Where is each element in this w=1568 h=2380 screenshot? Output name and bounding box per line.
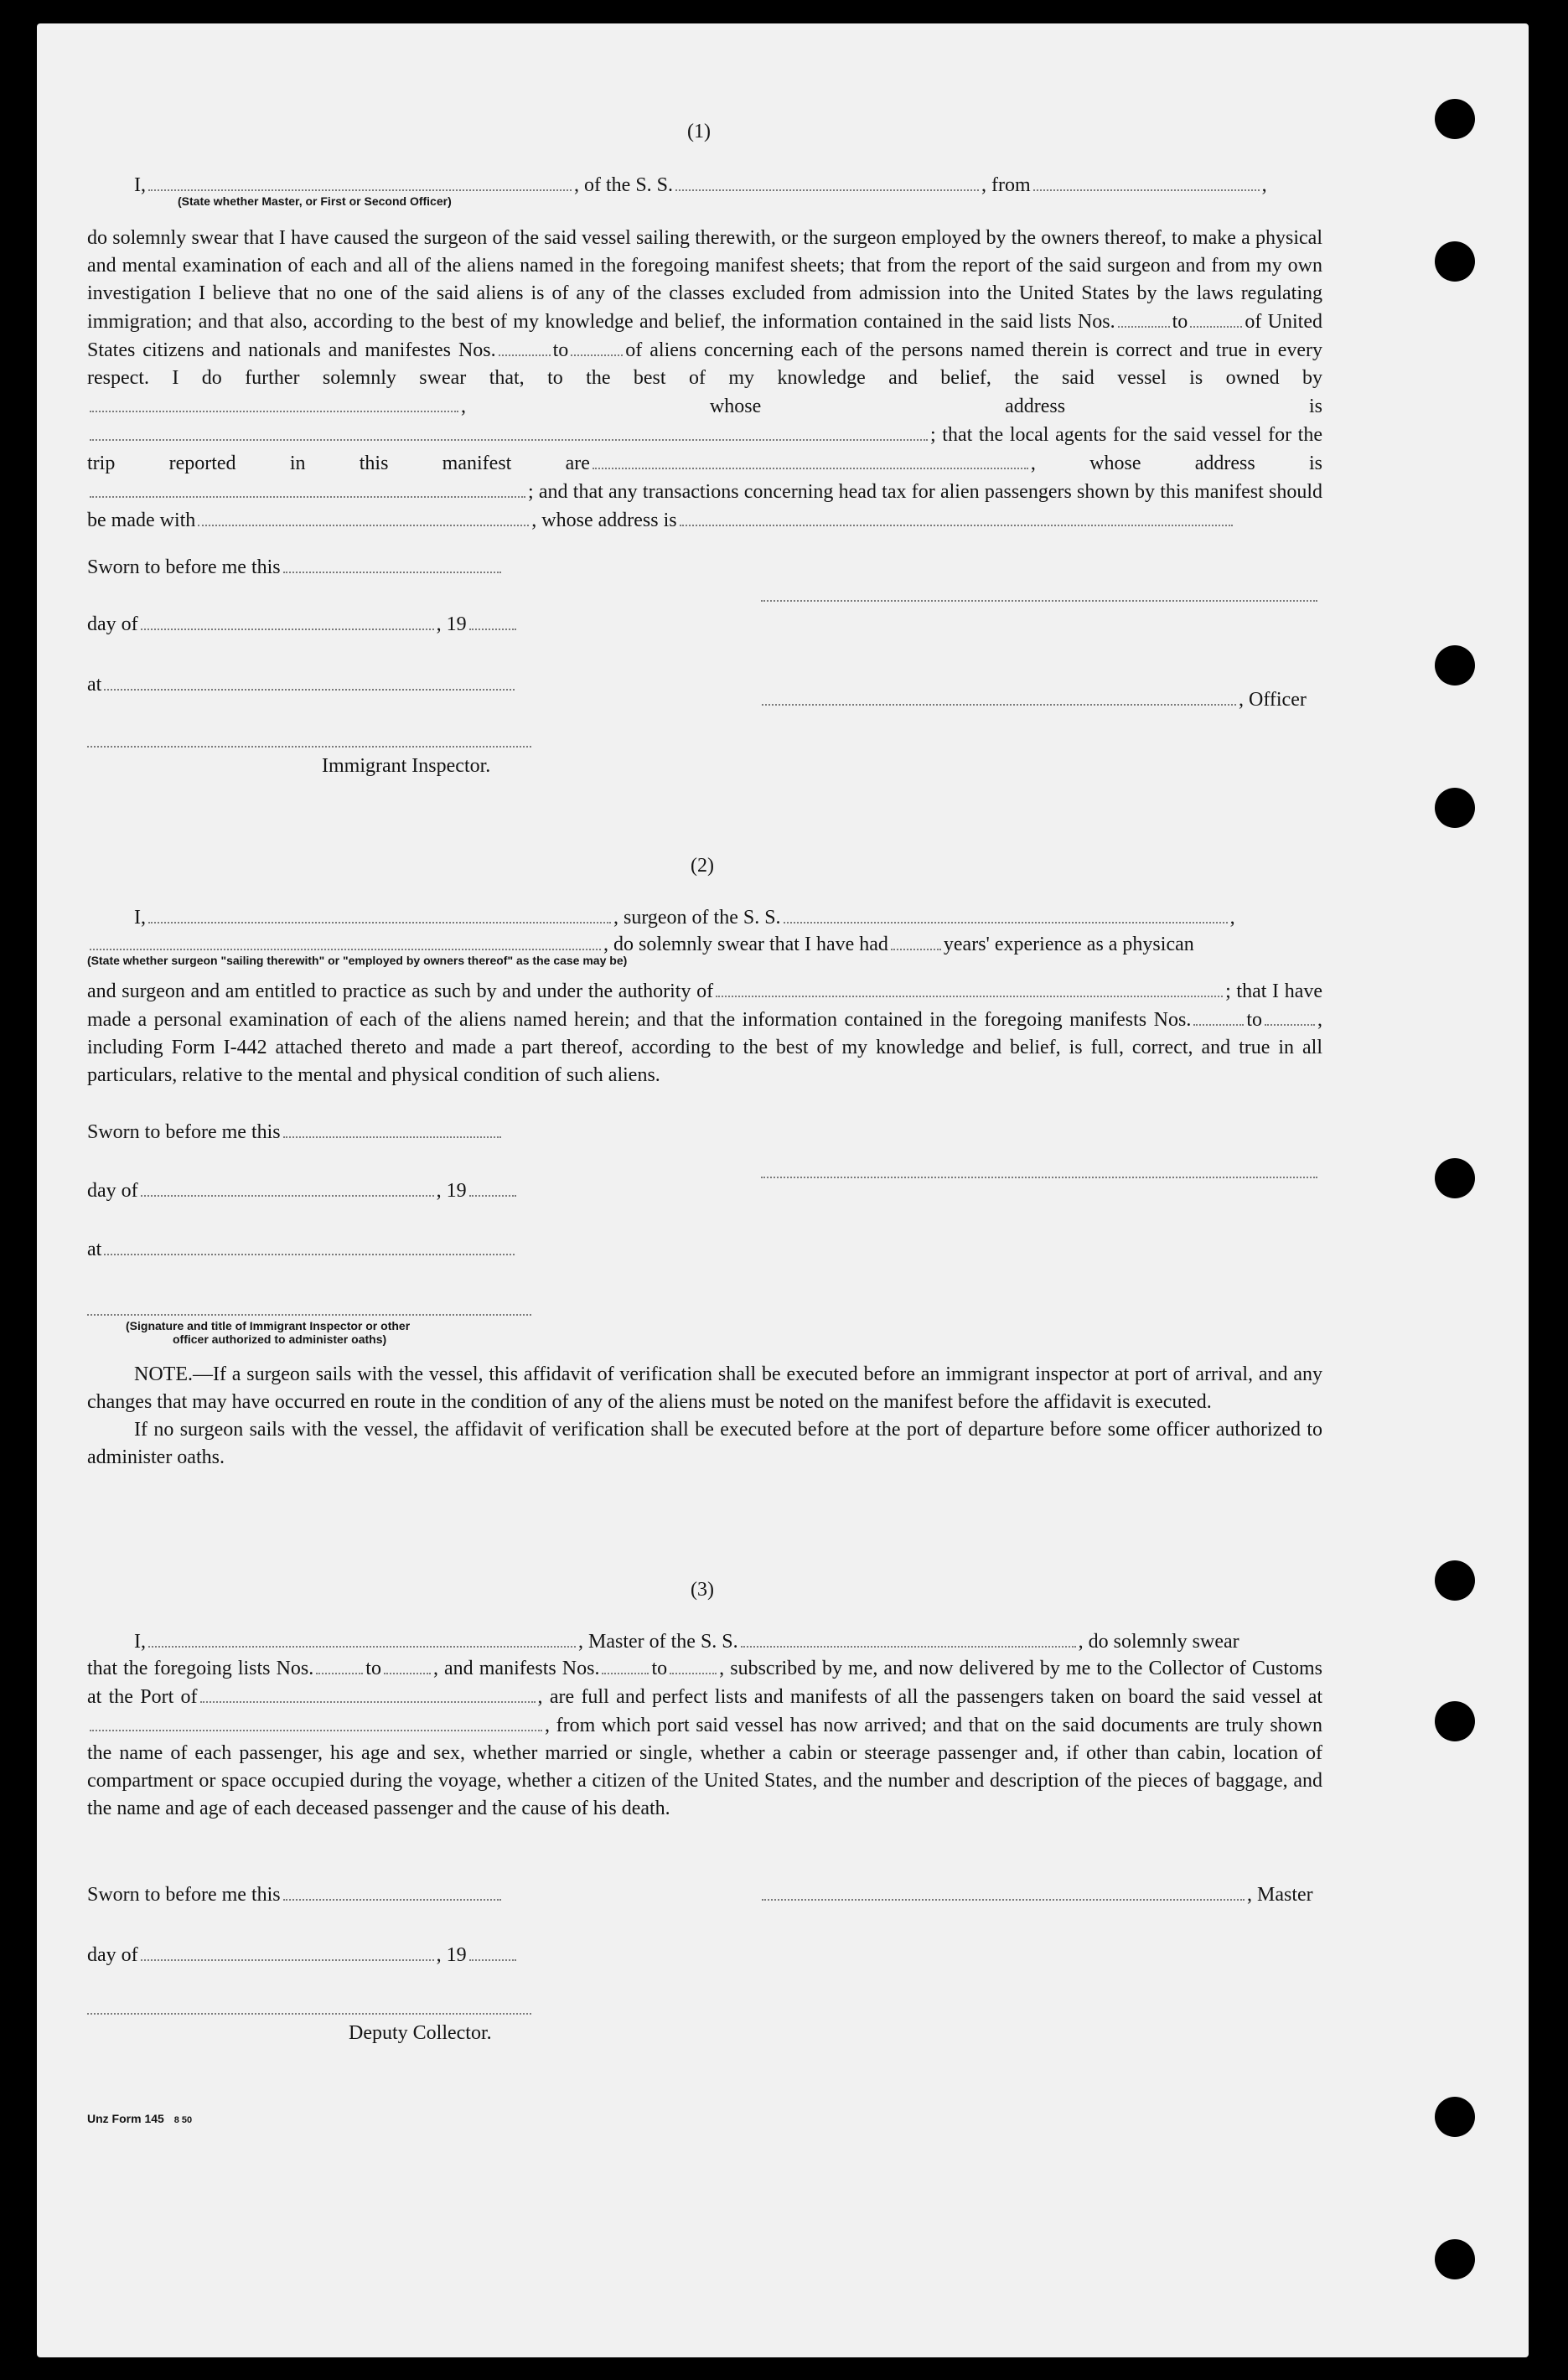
s1-inspector-label: Immigrant Inspector.: [322, 755, 491, 777]
citizen-list-from-field[interactable]: [1118, 308, 1170, 328]
s2-years: years' experience as a physican: [943, 934, 1194, 955]
s2-sworn-date-field[interactable]: [283, 1118, 501, 1138]
s2-to: to: [1246, 1009, 1262, 1031]
s2-at-label: at: [87, 1239, 102, 1260]
s3-master-label: , Master: [1247, 1884, 1313, 1906]
s1-officer-line: [759, 686, 1307, 711]
s3-day-line: [87, 1941, 519, 1967]
s1-body-h: , whose address is: [531, 510, 677, 531]
s3-body-a: that the foregoing lists Nos.: [87, 1658, 314, 1679]
s1-at-line: [87, 670, 517, 696]
surgeon-name-field[interactable]: [148, 903, 611, 924]
s3-intro-line: [134, 1627, 1239, 1653]
s3-sworn-line: [87, 1881, 504, 1907]
punch-hole-7: [1435, 1701, 1475, 1741]
s1-day-label: day of: [87, 613, 138, 635]
s2-years-field[interactable]: [891, 930, 941, 950]
intro-of-ss: , of the S. S.: [574, 174, 674, 196]
s3-lists-from-field[interactable]: [316, 1654, 363, 1674]
master-name-field[interactable]: [148, 1627, 576, 1648]
s3-and-manifests: , and manifests Nos.: [432, 1658, 600, 1679]
s3-day-field[interactable]: [141, 1941, 434, 1961]
section-3-body: [87, 1654, 1322, 1823]
s2-comma: ,: [1229, 907, 1235, 929]
owner-field[interactable]: [90, 392, 458, 412]
s2-intro-line: [134, 903, 1235, 929]
s2-swear-line: [87, 930, 1194, 956]
s2-surgeon-of: , surgeon of the S. S.: [613, 907, 781, 929]
s3-full-lists: , are full and perfect lists and manifests of all the passengers: [537, 1686, 1044, 1708]
agents-address-field[interactable]: [90, 478, 525, 498]
head-tax-address-field[interactable]: [680, 506, 1233, 526]
s2-sworn-line: [87, 1118, 504, 1144]
punch-hole-6: [1435, 1560, 1475, 1601]
officer-name-field[interactable]: [148, 171, 572, 191]
s3-deputy-signature-line[interactable]: [87, 2013, 531, 2015]
s3-collector: Collector of Customs at the Port of: [87, 1658, 1323, 1708]
agents-field[interactable]: [593, 449, 1028, 469]
s3-i: I,: [134, 1631, 146, 1653]
s2-sig-note-2: officer authorized to administer oaths): [173, 1332, 387, 1346]
note-paragraph-1: NOTE.—If a surgeon sails with the vessel, this affidavit of verification shall be executed before an immigrant inspector at port of arrival, and any changes that may have occurred en route in the condition of any of the aliens must be noted on the manifest before the affidavit is executed.: [87, 1363, 1322, 1413]
s2-day-line: [87, 1177, 519, 1203]
s3-year-field[interactable]: [469, 1941, 516, 1961]
s1-sworn-line: [87, 553, 504, 579]
s2-day-field[interactable]: [141, 1177, 434, 1197]
s1-sworn-label: Sworn to before me this: [87, 556, 281, 578]
officer-rank-note: (State whether Master, or First or Second Officer): [178, 194, 452, 208]
vessel-name-field[interactable]: [675, 171, 979, 191]
s1-at-field[interactable]: [104, 670, 515, 691]
s1-officer-signature-line[interactable]: [761, 600, 1317, 602]
form-code: 8 50: [173, 2115, 193, 2125]
punch-hole-4: [1435, 788, 1475, 828]
section-1-intro-line: [134, 171, 1267, 197]
punch-hole-9: [1435, 2239, 1475, 2279]
form-id: Unz Form 145: [87, 2112, 164, 2125]
s3-master-line: [759, 1881, 1313, 1907]
s1-body-e: ; that the local agents for the said vessel for the trip reported in this manifest are: [87, 424, 1322, 474]
s2-authority-field[interactable]: [716, 977, 1223, 997]
s2-sig-note-1: (Signature and title of Immigrant Inspector or other: [126, 1319, 411, 1332]
s3-day-label: day of: [87, 1944, 138, 1966]
s3-to2: to: [651, 1658, 668, 1679]
s3-subscribed: , subscribed by me, and now delivered by me to the: [719, 1658, 1143, 1679]
s1-body-f: , whose address is: [1030, 453, 1322, 474]
s1-year-field[interactable]: [469, 610, 516, 630]
s1-day-field[interactable]: [141, 610, 434, 630]
s1-sworn-date-field[interactable]: [283, 553, 501, 573]
section-2-body: [87, 977, 1322, 1089]
s1-at-label: at: [87, 674, 102, 696]
s1-officer-field[interactable]: [762, 686, 1236, 706]
s3-port-field[interactable]: [200, 1683, 536, 1703]
s2-i: I,: [134, 907, 146, 929]
s2-day-label: day of: [87, 1180, 138, 1202]
intro-from: , from: [981, 174, 1031, 196]
s1-body-b: of United States citizens and nationals and manifestes Nos.: [87, 311, 1323, 361]
s3-year-label: , 19: [436, 1944, 467, 1966]
note-paragraph-2: If no surgeon sails with the vessel, the affidavit of verification shall be executed before at the port of departure before some officer authorized to administer oaths.: [87, 1419, 1322, 1468]
s3-from-port: , from which port said vessel has now arrived; and: [545, 1715, 963, 1736]
s3-lists-to-field[interactable]: [384, 1654, 431, 1674]
section-1-number: (1): [687, 121, 711, 142]
s2-body-c: , including Form I-442 attached thereto and made a part thereof, according to the best of my knowledge and belief, is full, correct, and true in all particulars, relative to the mental and physical condition of such aliens.: [87, 1009, 1322, 1086]
punch-hole-8: [1435, 2097, 1475, 2137]
head-tax-field[interactable]: [198, 506, 529, 526]
s1-day-line: [87, 610, 519, 636]
section-2-number: (2): [691, 855, 714, 877]
from-port-field[interactable]: [1033, 171, 1260, 191]
s2-surgeon-signature-line[interactable]: [761, 1177, 1317, 1178]
s2-body-a: and surgeon and am entitled to practice as such by and under the authority of: [87, 980, 714, 1002]
s1-body-c: of aliens concerning each of the persons named therein is correct and true in every respect. I do further solemnly swear that, to the best of my knowledge and belief, the said vessel is owned by: [87, 339, 1322, 389]
s1-officer-label: , Officer: [1239, 689, 1307, 711]
form-number: [87, 2107, 192, 2132]
s3-body-b: that on the said documents are truly shown the name of each passenger, his age and sex, whether married or single, whether a cabin or steerage passenger and, if other than cabin, location of compartment or space occupied during the voyage, whether a citizen of the United States, and the number and description of the pieces of baggage, and the name and age of each deceased passenger and the cause of his death.: [87, 1715, 1323, 1819]
s2-sworn-label: Sworn to before me this: [87, 1121, 281, 1143]
citizen-list-to-field[interactable]: [1190, 308, 1242, 328]
s2-inspector-signature-line[interactable]: [87, 1314, 531, 1316]
s3-to1: to: [365, 1658, 381, 1679]
s3-taken: taken on board the said vessel at: [1050, 1686, 1323, 1708]
intro-i: I,: [134, 174, 146, 196]
punch-hole-3: [1435, 645, 1475, 686]
s3-deputy-label: Deputy Collector.: [349, 2022, 492, 2044]
owner-address-field[interactable]: [90, 421, 928, 441]
s3-vessel-field[interactable]: [741, 1627, 1076, 1648]
s1-body-d: , whose address is: [461, 396, 1322, 417]
s1-inspector-signature-line[interactable]: [87, 746, 531, 748]
s2-at-line: [87, 1235, 517, 1261]
s3-swear: , do solemnly swear: [1078, 1631, 1239, 1653]
punch-hole-1: [1435, 99, 1475, 139]
alien-list-to-field[interactable]: [571, 336, 623, 356]
section-3-number: (3): [691, 1579, 714, 1601]
s2-at-field[interactable]: [104, 1235, 515, 1255]
punch-hole-5: [1435, 1158, 1475, 1198]
punch-hole-2: [1435, 241, 1475, 282]
s3-manifests-to-field[interactable]: [670, 1654, 717, 1674]
alien-list-from-field[interactable]: [499, 336, 551, 356]
s1-body-to2: to: [552, 339, 569, 361]
s2-semi: ;: [1225, 980, 1231, 1002]
intro-end: ,: [1261, 174, 1267, 196]
s3-manifests-from-field[interactable]: [602, 1654, 649, 1674]
s2-year-label: , 19: [436, 1180, 467, 1202]
s1-year-label: , 19: [436, 613, 467, 635]
section-1-body: [87, 225, 1322, 535]
s2-swear: , do solemnly swear that I have had: [603, 934, 888, 955]
section-2-note: [87, 1361, 1322, 1472]
s2-body-b: that I have made a personal examination of each of the aliens named herein; and that the information contained in the foregoing manifests Nos.: [87, 980, 1323, 1031]
s2-manifest-to-field[interactable]: [1265, 1006, 1315, 1026]
s1-body-g: ; and that any transactions concerning head tax for alien passengers shown by this manifest should be made with: [87, 481, 1322, 531]
s2-vessel-field[interactable]: [784, 903, 1228, 924]
s2-surgeon-type-field[interactable]: [90, 930, 601, 950]
s3-boarding-port-field[interactable]: [90, 1711, 542, 1731]
s3-sworn-date-field[interactable]: [283, 1881, 501, 1901]
s2-manifest-from-field[interactable]: [1193, 1006, 1244, 1026]
s1-body-a: do solemnly swear that I have caused the surgeon of the said vessel sailing therewith, or the surgeon employed by the owners thereof, to make a physical and mental examination of each and all of the aliens named in the foregoing manifest sheets; that from the report of the said surgeon and from my own investigation I believe that no one of the said aliens is of any of the classes excluded from admission into the United States by the laws regulating immigration; and that also, according to the best of my knowledge and belief, the information contained in the said lists Nos.: [87, 227, 1322, 333]
s3-sworn-label: Sworn to before me this: [87, 1884, 281, 1906]
surgeon-type-note: (State whether surgeon "sailing therewith" or "employed by owners thereof" as the case may be): [87, 954, 628, 967]
s3-master-signature-field[interactable]: [762, 1881, 1245, 1901]
s3-master-of: , Master of the S. S.: [578, 1631, 738, 1653]
s1-body-to1: to: [1172, 311, 1188, 333]
s2-year-field[interactable]: [469, 1177, 516, 1197]
